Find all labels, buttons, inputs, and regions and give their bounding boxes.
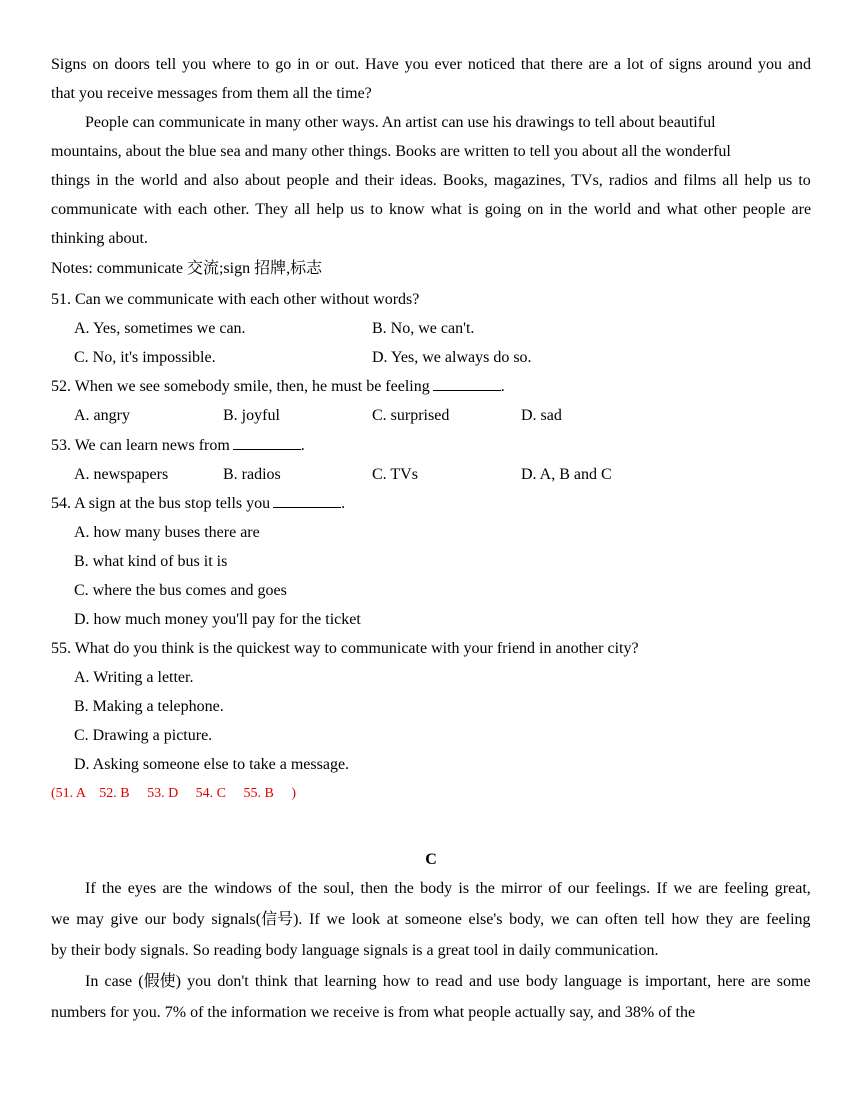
notes: Notes: communicate 交流;sign 招牌,标志	[51, 260, 323, 277]
option: A. angry	[74, 407, 130, 424]
paragraph-line: that you receive messages from them all the time?	[51, 85, 372, 102]
stem-text: 54. A sign at the bus stop tells you	[51, 495, 271, 512]
paragraph-line: mountains, about the blue sea and many other things. Books are written to tell you about all the wonderful	[51, 143, 731, 160]
question-stem: 51. Can we communicate with each other without words?	[51, 291, 420, 308]
option: D. Asking someone else to take a message.	[74, 756, 350, 773]
option: D. Yes, we always do so.	[372, 349, 532, 366]
paragraph-line: we may give our body signals(信号). If we look at someone else's body, we can often tell how they are feeling	[51, 911, 811, 928]
question-stem	[51, 431, 305, 460]
paragraph-line: numbers for you. 7% of the information we receive is from what people actually say, and 38% of the	[51, 1004, 696, 1021]
option: B. joyful	[223, 407, 280, 424]
option: C. TVs	[372, 466, 418, 483]
answer-key: (51. A 52. B 53. D 54. C 55. B )	[51, 786, 297, 801]
stem-end: .	[500, 378, 505, 395]
question-stem	[51, 372, 505, 401]
option: D. A, B and C	[521, 466, 612, 483]
option: A. how many buses there are	[74, 524, 260, 541]
paragraph-line: things in the world and also about people and their ideas. Books, magazines, TVs, radios and films all help us to	[51, 172, 811, 189]
stem-text: 52. When we see somebody smile, then, he must be feeling	[51, 378, 430, 395]
paragraph-line: People can communicate in many other ways. An artist can use his drawings to tell about beautiful	[85, 114, 716, 131]
option: B. No, we can't.	[372, 320, 475, 337]
option: C. Drawing a picture.	[74, 727, 213, 744]
question-stem	[51, 489, 345, 518]
option: D. how much money you'll pay for the ticket	[74, 611, 361, 628]
paragraph-line: thinking about.	[51, 230, 148, 247]
question-stem: 55. What do you think is the quickest way to communicate with your friend in another city?	[51, 640, 639, 657]
option: A. newspapers	[74, 466, 169, 483]
option: B. what kind of bus it is	[74, 553, 228, 570]
paragraph-line: by their body signals. So reading body language signals is a great tool in daily communication.	[51, 942, 659, 959]
stem-text: 53. We can learn news from	[51, 437, 230, 454]
option: B. Making a telephone.	[74, 698, 224, 715]
option: A. Yes, sometimes we can.	[74, 320, 246, 337]
paragraph-line: Signs on doors tell you where to go in or out. Have you ever noticed that there are a lot of signs around you and	[51, 56, 811, 73]
paragraph-line: In case (假使) you don't think that learning how to read and use body language is important, here are some	[85, 973, 811, 990]
option: A. Writing a letter.	[74, 669, 194, 686]
option: C. surprised	[372, 407, 450, 424]
answer-blank	[273, 492, 341, 508]
option: C. No, it's impossible.	[74, 349, 216, 366]
option: D. sad	[521, 407, 562, 424]
answer-blank	[433, 375, 501, 391]
paragraph-line: If the eyes are the windows of the soul, then the body is the mirror of our feelings. If we are feeling great,	[85, 880, 811, 897]
option: C. where the bus comes and goes	[74, 582, 287, 599]
stem-end: .	[300, 437, 305, 454]
stem-end: .	[341, 495, 346, 512]
paragraph-line: communicate with each other. They all help us to know what is going on in the world and what other people are	[51, 201, 812, 218]
option: B. radios	[223, 466, 281, 483]
section-heading: C	[425, 851, 437, 868]
answer-blank	[233, 434, 301, 450]
